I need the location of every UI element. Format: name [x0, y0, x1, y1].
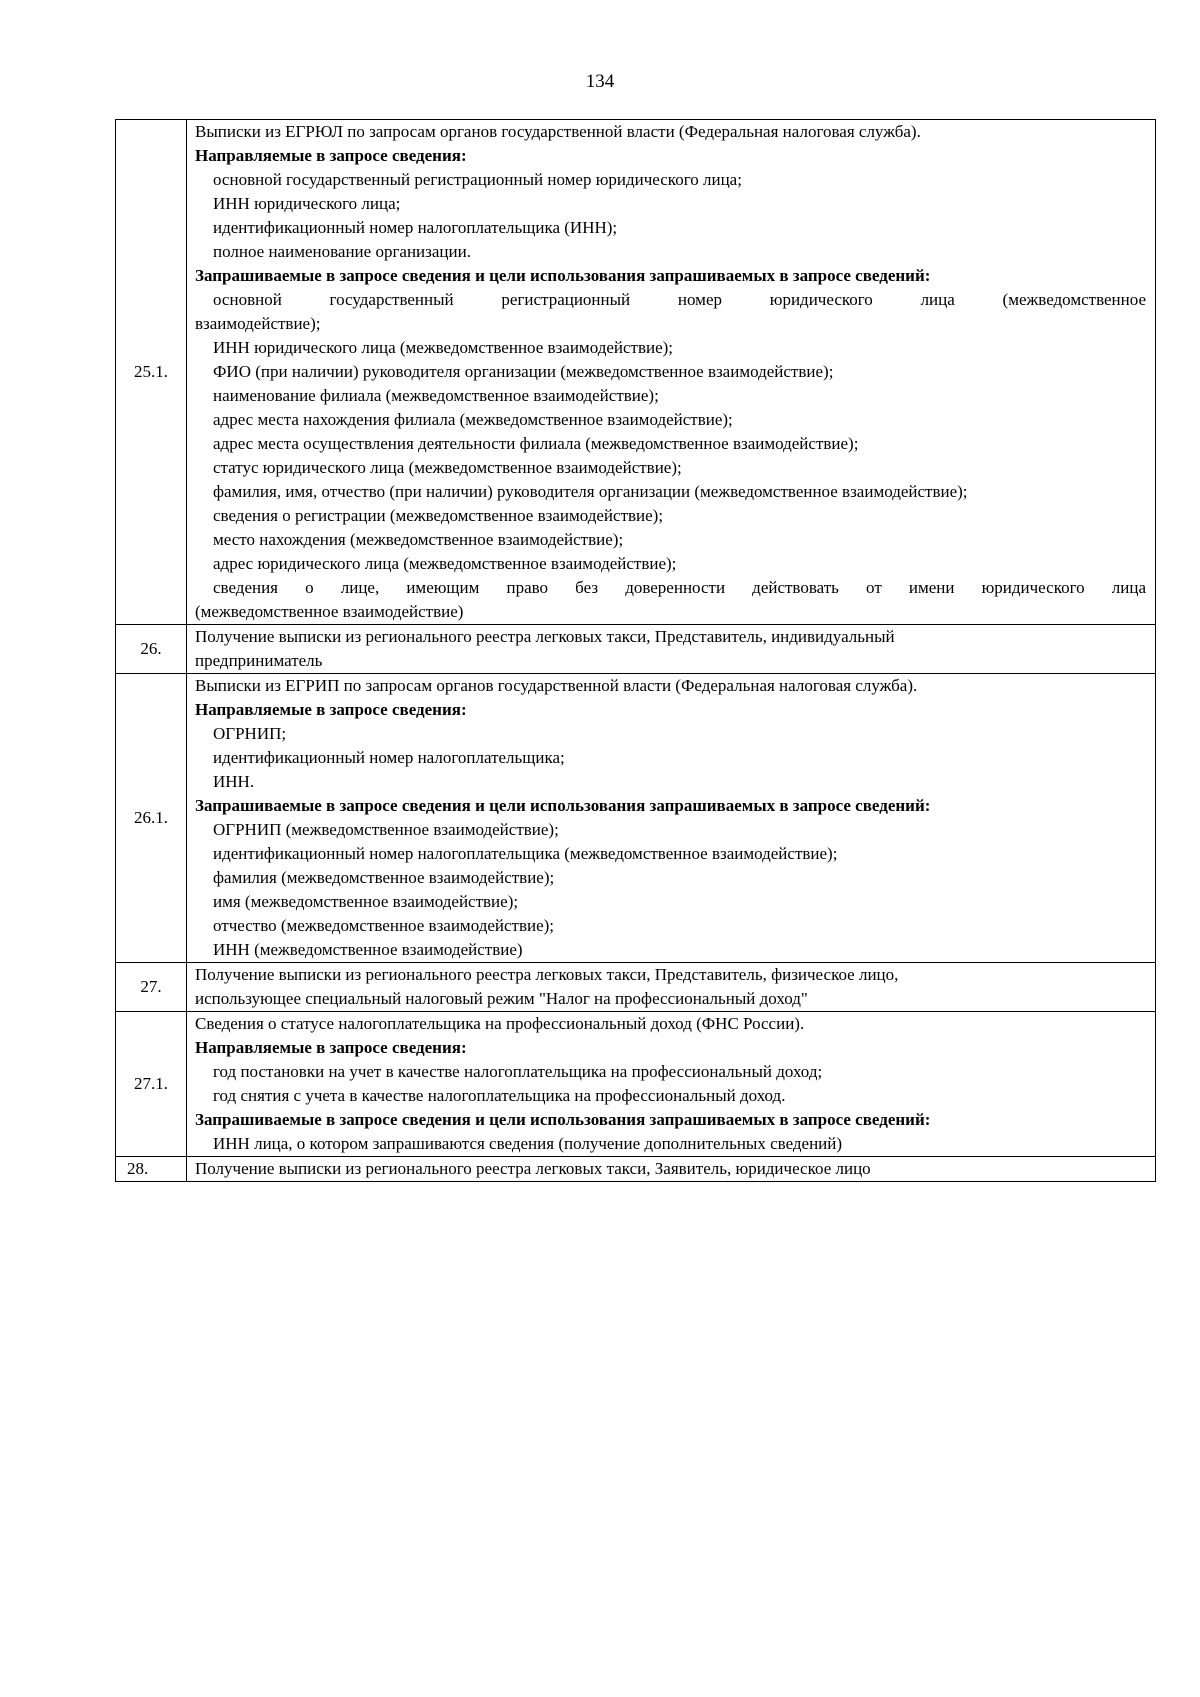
text-line: Получение выписки из регионального реестра легковых такси, Представитель, индивидуальный	[195, 627, 895, 646]
list-item: ФИО (при наличии) руководителя организации (межведомственное взаимодействие);	[213, 362, 834, 381]
row-number: 26.1.	[116, 674, 187, 963]
text-line: использующее специальный налоговый режим "Налог на профессиональный доход"	[195, 989, 808, 1008]
text-line: Получение выписки из регионального реестра легковых такси, Представитель, физическое лицо,	[195, 965, 899, 984]
list-item: сведения о регистрации (межведомственное взаимодействие);	[213, 506, 664, 525]
list-item: ОГРНИП;	[213, 724, 287, 743]
table-row	[116, 1012, 1156, 1157]
section-heading: Направляемые в запросе сведения:	[195, 700, 467, 719]
list-item: ИНН (межведомственное взаимодействие)	[213, 940, 523, 959]
row-content	[187, 120, 1156, 625]
list-item: ИНН.	[213, 772, 255, 791]
list-item: ИНН лица, о котором запрашиваются сведения (получение дополнительных сведений)	[213, 1134, 843, 1153]
table-row	[116, 674, 1156, 963]
list-item: адрес юридического лица (межведомственное взаимодействие);	[213, 554, 677, 573]
row-number: 25.1.	[116, 120, 187, 625]
list-item: адрес места нахождения филиала (межведомственное взаимодействие);	[213, 410, 733, 429]
section-heading: Направляемые в запросе сведения:	[195, 146, 467, 165]
row-content	[187, 963, 1156, 1012]
list-item: фамилия (межведомственное взаимодействие);	[213, 868, 555, 887]
row-content	[187, 1157, 1156, 1182]
text-line: Получение выписки из регионального реестра легковых такси, Заявитель, юридическое лицо	[195, 1159, 871, 1178]
table-row	[116, 963, 1156, 1012]
list-item: ОГРНИП (межведомственное взаимодействие);	[213, 820, 559, 839]
row-content	[187, 674, 1156, 963]
list-item: отчество (межведомственное взаимодействие);	[213, 916, 555, 935]
table-row	[116, 120, 1156, 625]
list-item: год постановки на учет в качестве налогоплательщика на профессиональный доход;	[213, 1062, 823, 1081]
row-number: 28.	[116, 1157, 187, 1182]
list-item: идентификационный номер налогоплательщика (ИНН);	[213, 218, 618, 237]
table-body	[116, 120, 1156, 1182]
list-item: имя (межведомственное взаимодействие);	[213, 892, 519, 911]
section-heading: Запрашиваемые в запросе сведения и цели использования запрашиваемых в запросе сведений:	[195, 1110, 931, 1129]
row-title: Выписки из ЕГРЮЛ по запросам органов государственной власти (Федеральная налоговая служба).	[195, 122, 921, 141]
list-item: наименование филиала (межведомственное взаимодействие);	[213, 386, 659, 405]
row-content	[187, 1012, 1156, 1157]
list-item: ИНН юридического лица (межведомственное взаимодействие);	[213, 338, 674, 357]
list-item: полное наименование организации.	[213, 242, 471, 261]
row-title: Сведения о статусе налогоплательщика на профессиональный доход (ФНС России).	[195, 1014, 805, 1033]
section-heading: Запрашиваемые в запросе сведения и цели использования запрашиваемых в запросе сведений:	[195, 796, 931, 815]
list-item: ИНН юридического лица;	[213, 194, 401, 213]
text-line: (межведомственное взаимодействие)	[195, 602, 464, 621]
list-item: год снятия с учета в качестве налогоплательщика на профессиональный доход.	[213, 1086, 786, 1105]
list-item: основной государственный регистрационный номер юридического лица;	[213, 170, 742, 189]
list-item: сведения о лице, имеющим право без доверенности действовать от имени юридического лица	[213, 578, 1146, 597]
list-item: статус юридического лица (межведомственное взаимодействие);	[213, 458, 682, 477]
row-content	[187, 625, 1156, 674]
row-title: Выписки из ЕГРИП по запросам органов государственной власти (Федеральная налоговая служба).	[195, 676, 918, 695]
list-item: место нахождения (межведомственное взаимодействие);	[213, 530, 624, 549]
list-item: адрес места осуществления деятельности филиала (межведомственное взаимодействие);	[213, 434, 859, 453]
list-item: основной государственный регистрационный номер юридического лица (межведомственное	[213, 290, 1146, 309]
text-line: предприниматель	[195, 651, 323, 670]
row-number: 26.	[116, 625, 187, 674]
list-item: идентификационный номер налогоплательщика (межведомственное взаимодействие);	[213, 844, 838, 863]
text-line: взаимодействие);	[195, 314, 321, 333]
row-number: 27.	[116, 963, 187, 1012]
table-row	[116, 625, 1156, 674]
row-number: 27.1.	[116, 1012, 187, 1157]
services-table	[115, 119, 1156, 1182]
table-row	[116, 1157, 1156, 1182]
page-number: 134	[585, 71, 615, 92]
list-item: идентификационный номер налогоплательщика;	[213, 748, 565, 767]
section-heading: Направляемые в запросе сведения:	[195, 1038, 467, 1057]
section-heading: Запрашиваемые в запросе сведения и цели использования запрашиваемых в запросе сведений:	[195, 266, 931, 285]
list-item: фамилия, имя, отчество (при наличии) руководителя организации (межведомственное взаимодействие);	[213, 482, 968, 501]
